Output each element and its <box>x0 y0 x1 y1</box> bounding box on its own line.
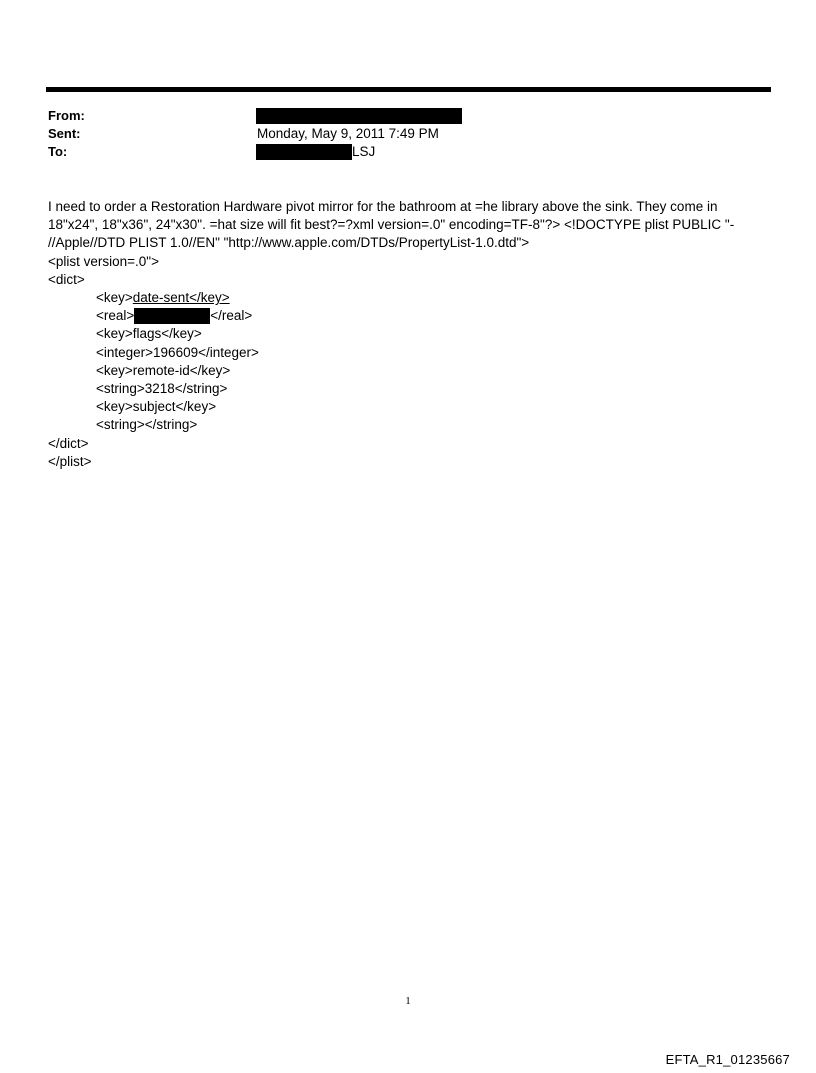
dict-open: <dict> <box>48 271 85 287</box>
page-number: 1 <box>405 995 411 1007</box>
real-line <box>48 307 768 325</box>
key-date-sent-line <box>48 289 768 307</box>
message-body <box>48 198 768 471</box>
from-row <box>48 107 748 125</box>
key-close-tag: </key> <box>189 290 230 306</box>
body-line: 18"x24", 18"x36", 24"x30". =hat size will fit best?=?xml version=.0" encoding=TF-8"?> <!DOCTYPE plist PUBLIC "- <box>48 217 735 233</box>
key-flags-line: <key>flags</key> <box>96 326 202 342</box>
plist-open: <plist version=.0"> <box>48 253 159 269</box>
to-suffix: LSJ <box>352 144 376 159</box>
body-line: //Apple//DTD PLIST 1.0//EN" "http://www.apple.com/DTDs/PropertyList-1.0.dtd"> <box>48 235 530 251</box>
sent-value: Monday, May 9, 2011 7:49 PM <box>257 126 439 141</box>
real-value-redaction <box>134 308 210 324</box>
key-remote-id-line: <key>remote-id</key> <box>96 362 231 378</box>
date-sent-text: date-sent <box>132 290 190 306</box>
to-redaction <box>256 144 352 160</box>
key-subject-line: <key>subject</key> <box>96 399 217 415</box>
document-id: EFTA_R1_01235667 <box>665 1052 790 1067</box>
from-value <box>256 107 462 125</box>
to-row <box>48 143 748 161</box>
string-subject-line: <string></string> <box>96 417 198 433</box>
from-label: From: <box>48 108 85 123</box>
to-value <box>256 143 375 161</box>
from-redaction <box>256 108 462 124</box>
dict-close: </dict> <box>48 435 89 451</box>
real-close-tag: </real> <box>210 308 253 324</box>
real-open-tag: <real> <box>96 308 135 324</box>
body-line: I need to order a Restoration Hardware pivot mirror for the bathroom at =he library above the sink. They come in <box>48 199 718 214</box>
sent-row <box>48 125 748 143</box>
integer-flags-line: <integer>196609</integer> <box>96 344 259 360</box>
plist-close: </plist> <box>48 453 92 469</box>
to-label: To: <box>48 144 68 159</box>
key-open-tag: <key> <box>96 290 133 306</box>
string-remote-id-line: <string>3218</string> <box>96 381 228 397</box>
header-rule <box>46 87 771 92</box>
sent-label: Sent: <box>48 126 81 141</box>
